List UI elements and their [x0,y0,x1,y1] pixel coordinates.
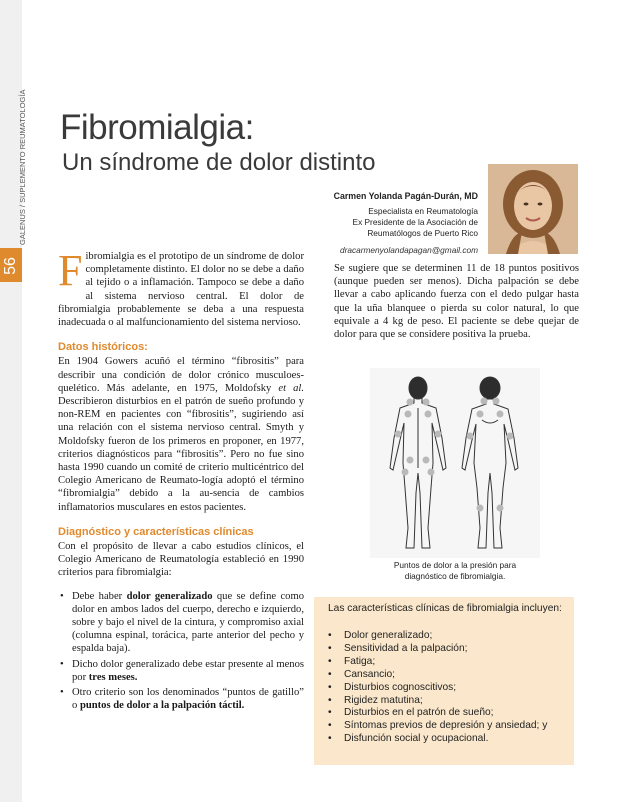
criteria-2-text: Dicho dolor generalizado debe estar presente al menos por [72,658,304,683]
features-list [328,630,573,746]
section-heading-diagnostico: Diagnóstico y características clínicas [58,525,254,538]
running-header: GALENUS / SUPLEMENTO REUMATOLOGÍA [18,89,27,245]
criteria-1-text: Debe haber [72,590,127,602]
right-column [334,262,579,341]
tender-point [425,411,432,418]
page-number: 56 [2,257,19,275]
tender-point [395,431,402,438]
criteria-list [58,590,304,713]
figure-caption [345,560,565,581]
feature-item: • Disturbios cognoscitivos; [328,682,573,695]
tender-point [435,431,442,438]
tender-point [407,457,414,464]
body-diagram-icon [370,368,540,558]
feature-item: • Rigidez matutina; [328,695,573,708]
feature-item: • Disturbios en el patrón de sueño; [328,707,573,720]
caption-line-1: Puntos de dolor a la presión para [393,560,517,570]
author-position-line2: Reumatólogos de Puerto Rico [367,228,478,238]
author-role: Especialista en Reumatología [368,206,478,216]
historicos-italic: et al. [278,382,304,394]
article-title: Fibromialgia: [60,108,254,147]
author-block [278,191,478,256]
intro-text: ibromialgia es el prototipo de un síndrome de dolor completamente distinto. El dolor no se debe a daño al tejido o a inflamación. Tampoco se debe a daño al sistema nervioso central. El dolor de fibromialgia probablemente se deba a una respuesta inadecuada o al malfuncionamiento del sistema nervioso. [58,251,304,329]
tender-point [477,411,484,418]
author-position-line1: Ex Presidente de la Asociación de [352,217,478,227]
criteria-2-bold: tres meses. [88,671,138,683]
criteria-item [58,590,304,656]
criteria-3-bold: puntos de dolor a la palpación táctil. [79,700,245,712]
tender-point-markers [395,398,514,512]
tender-point [467,433,474,440]
tender-point [423,399,430,406]
feature-item: • Fatiga; [328,656,573,669]
historicos-paragraph [58,355,304,513]
tender-point [497,505,504,512]
tender-point [507,433,514,440]
tender-point [481,398,488,405]
page-number-tab [0,248,22,282]
historicos-text-1: En 1904 Gowers acuñó el término “fibrositis” para describir una condición de dolor crónico musculoes-quelético. Más adelante, en 1975, Moldofsky [58,356,304,394]
tender-point [428,469,435,476]
drop-cap: F [58,246,83,295]
tender-points-figure [370,368,540,558]
feature-item: • Síntomas previos de depresión y ansiedad; y [328,720,573,733]
tender-point [423,457,430,464]
palpation-paragraph: Se sugiere que se determinen 11 de 18 puntos positivos (aunque pueden ser menos). Dicha palpación se debe llevar a cabo aplicando fuerza con el dedo pulgar hasta que la uña blanquee o pierda su color natural, lo que equivale a 4 kg de peso. El paciente se debe quejar de dolor para que se considere positiva la prueba. [334,263,579,341]
historicos-text-2: Describieron disturbios en el patrón de sueño profundo y non-REM en pacientes con “fibrositis”, sugiriendo así una relación con el sistema nervioso central. Smyth y Moldofsky fueron de los primeros en proponer, en 1977, criterios diagnósticos para “fibrositis”. Pero no fue sino hasta 1990 cuando un comité de criterio multicéntrico del Colegio Americano de Reumato-logía adoptó el término “fibromialgia” debido a la au-sencia de cambios inflamatorios musculares en estos pacientes. [58,396,304,513]
feature-item: • Sensitividad a la palpación; [328,643,573,656]
criteria-item [58,658,304,684]
feature-item: • Cansancio; [328,669,573,682]
tender-point [477,505,484,512]
section-heading-historicos: Datos históricos: [58,341,148,354]
features-box [314,597,574,765]
criteria-1-rest: que se define como dolor en ambos lados del cuerpo, derecho e izquierdo, sobre y bajo el nivel de la cintura, y compromiso axial (columna espinal, torácica, parte anterior del pecho y espalda baja). [72,590,304,655]
intro-paragraph [58,246,304,329]
tender-point [405,411,412,418]
diagnostico-intro: Con el propósito de llevar a cabo estudios clínicos, el Colegio Americano de Reumatología estableció en 1990 criterios para fibromialgia: [58,541,304,579]
feature-item: • Dolor generalizado; [328,630,573,643]
author-name: Carmen Yolanda Pagán-Durán, MD [333,191,478,201]
author-portrait-icon [488,164,578,254]
feature-item: • Disfunción social y ocupacional. [328,733,573,746]
author-photo [488,164,578,254]
author-email: dracarmenyolandapagan@gmail.com [339,245,478,255]
criteria-item [58,686,304,712]
tender-point [402,469,409,476]
left-column [58,246,304,715]
caption-line-2: diagnóstico de fibromialgia. [404,570,506,581]
article-subtitle: Un síndrome de dolor distinto [62,149,376,176]
tender-point [497,411,504,418]
tender-point [407,399,414,406]
criteria-1-bold: dolor generalizado [126,590,213,602]
criteria-3-text: Otro criterio son los denominados “puntos de gatillo” o [72,687,304,712]
tender-point [493,398,500,405]
features-intro: Las características clínicas de fibromialgia incluyen: [328,603,562,614]
